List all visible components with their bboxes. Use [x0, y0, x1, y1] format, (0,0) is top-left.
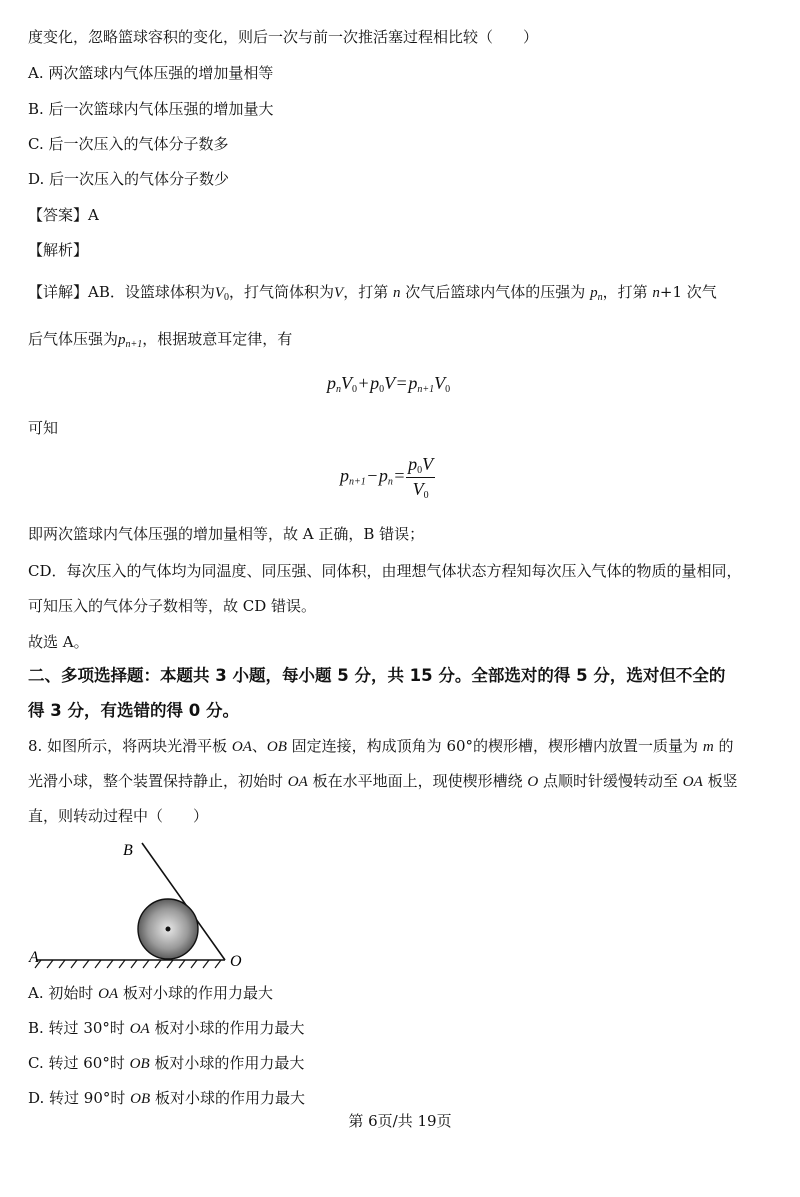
q8-stem-line-1: 8. 如图所示，将两块光滑平板 OA、OB 固定连接，构成顶角为 60°的楔形槽，楔形槽内放置一质量为 m 的: [28, 737, 734, 755]
detail-text: ，打第: [602, 283, 648, 301]
section-title-line-1: 二、多项选择题：本题共 3 小题，每小题 5 分，共 15 分。全部选对的得 5 分，选对但不全的: [28, 666, 726, 685]
pressure-increment-equation: $p_{n+1}$ − $p_n$ = $\frac{p_0V}{V_0}$: [340, 454, 434, 501]
answer-line: 【答案】A: [28, 206, 99, 224]
label-b: B: [123, 842, 133, 859]
kezhi-text: 可知: [28, 419, 59, 437]
detail-text: ，根据玻意耳定律，有: [142, 330, 293, 348]
section-title-line-2: 得 3 分，有选错的得 0 分。: [28, 701, 239, 720]
detail-text: 次气后篮球内气体的压强为: [405, 283, 586, 301]
q8-stem-line-3: 直，则转动过程中（ ）: [28, 807, 209, 825]
wedge-groove-figure: [25, 838, 260, 973]
q8-option-b: B. 转过 30°时 OA 板对小球的作用力最大: [28, 1019, 305, 1037]
q7-option-d: D. 后一次压入的气体分子数少: [28, 170, 230, 188]
conclusion-line-1: 即两次篮球内气体压强的增加量相等，故 A 正确，B 错误；: [28, 525, 425, 543]
detail-text: 【详解】AB．设篮球体积为: [28, 283, 215, 301]
detail-text: ，打气筒体积为: [229, 283, 335, 301]
var-n2: n: [652, 285, 660, 301]
page-footer: 第 6页/共 19页: [348, 1112, 452, 1130]
q8-option-c: C. 转过 60°时 OB 板对小球的作用力最大: [28, 1054, 305, 1072]
q7-option-a: A. 两次篮球内气体压强的增加量相等: [28, 64, 274, 82]
q8-option-a: A. 初始时 OA 板对小球的作用力最大: [28, 984, 273, 1002]
q7-stem-line: 度变化，忽略篮球容积的变化，则后一次与前一次推活塞过程相比较（ ）: [28, 28, 539, 46]
boyle-equation: $p_nV_0$ + $p_0V$ = $p_{n+1}V_0$: [327, 373, 451, 395]
label-a: A: [29, 949, 39, 966]
analysis-heading: 【解析】: [28, 241, 89, 259]
detail-text: ，打第: [343, 283, 389, 301]
var-pn1: $p_{n+1}$: [118, 332, 143, 350]
detail-line-2: [28, 329, 292, 355]
q7-option-c: C. 后一次压入的气体分子数多: [28, 135, 229, 153]
conclusion-line-2: CD．每次压入的气体均为同温度、同压强、同体积，由理想气体状态方程知每次压入气体的物质的量相同，: [28, 562, 742, 580]
choose-line: 故选 A。: [28, 633, 89, 651]
var-pn: $p_n$: [590, 285, 603, 303]
q7-option-b: B. 后一次篮球内气体压强的增加量大: [28, 100, 274, 118]
detail-line-1: [28, 282, 717, 308]
q8-stem-line-2: 光滑小球，整个装置保持静止，初始时 OA 板在水平地面上，现使楔形槽绕 O 点顺时针缓慢转动至 OA 板竖: [28, 772, 738, 790]
var-v: V: [334, 285, 344, 301]
ground-hatching: [35, 960, 221, 968]
q8-option-d: D. 转过 90°时 OB 板对小球的作用力最大: [28, 1089, 305, 1107]
conclusion-line-3: 可知压入的气体分子数相等，故 CD 错误。: [28, 597, 317, 615]
ball-center-dot: [166, 927, 171, 932]
detail-text: 后气体压强为: [28, 330, 119, 348]
fraction: $\frac{p_0V}{V_0}$: [408, 454, 434, 501]
detail-text: +1 次气: [659, 283, 717, 301]
label-o: O: [230, 953, 242, 970]
var-v0: $V_0$: [214, 285, 230, 303]
var-n: n: [393, 285, 401, 301]
